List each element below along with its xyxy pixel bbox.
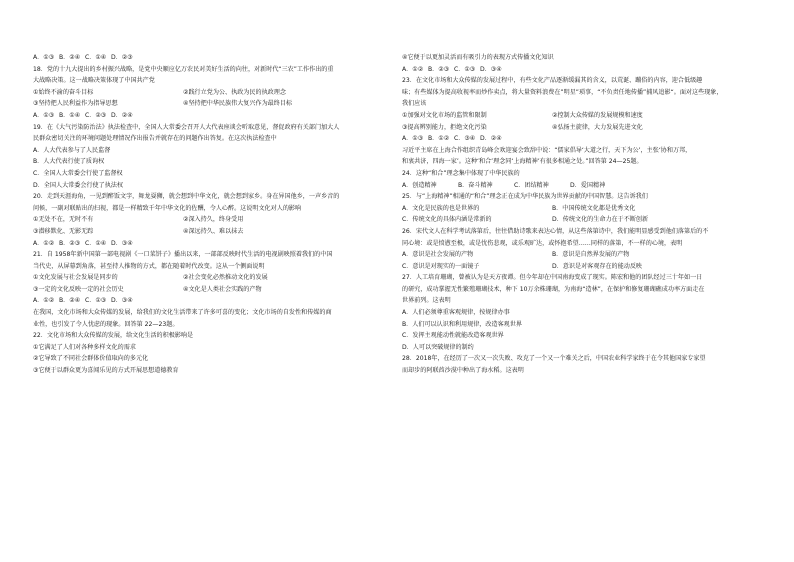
option-row	[402, 249, 762, 261]
text-line: 味；有些媒体为提高收视率而炒作卖点，将大量资料浪费在”明星”琐事，“不负责任地传播”捕风追影“。面对这些现象，	[402, 88, 723, 96]
text-line: 当代史，从屏幕到角落，甚至持人推物的方式，都在随着时代改变。这从一个侧面说明	[33, 262, 265, 270]
text-line: 27．人工培育珊瑚，曾被认为是天方夜谭。但今年却在中国南海变成了现实。陈宏和他的团队经过三十年如一日	[402, 274, 703, 282]
option-item: C．传统文化的具体内涵是常新的	[402, 216, 492, 224]
option-item: A．①②	[33, 239, 55, 247]
option-item: D．③④	[111, 297, 133, 305]
option-row	[33, 214, 392, 226]
option-item: B．奋斗精神	[458, 181, 493, 189]
option-row	[33, 238, 392, 250]
option-row	[33, 272, 392, 284]
option-item: B．②③	[59, 239, 81, 247]
text-line: 民群众密切关注的环境问题处理情况作出报告并就存在的问题作出答复。在这次执法检查中	[33, 135, 277, 143]
option-item: ③一定的文化反映一定的社会历史	[33, 285, 124, 293]
option-row	[402, 110, 762, 122]
option-item: D．爱国精神	[570, 181, 606, 189]
text-line: 问候，一副对联贴出的扫视，都是一样精致千年中华文化的佐酬，令人心醉。这说明文化对人的影响	[33, 204, 302, 212]
option-item: ②深入持久，终身受用	[183, 216, 244, 224]
text-line: ④它便于以更加灵活而有吸引力的表现方式传播文化知识	[402, 54, 554, 61]
text-line: 世界前列。这表明	[402, 297, 451, 305]
text-line: A．人大代表参与了人民监督	[33, 146, 111, 154]
text-line: 22．文化市场和大众传媒的发展，给文化生活的积极影响是	[33, 332, 194, 340]
text-line: ②它导致了不同社会群体价值取向的多元化	[33, 355, 149, 363]
text-line: 18．党的十九大提出的乡村振兴战略，是党中央顺应亿万农民对美好生活的向往，对新时代“三农”工作作出的重	[33, 65, 334, 73]
text-line: 大战略决策。这一战略决策体现了中国共产党	[33, 77, 155, 85]
option-item: D．③④	[111, 239, 133, 247]
option-item: C．意识是对现实的一面镜子	[402, 262, 480, 270]
text-line: 习近平主席在上海合作组织青岛峰会欢迎宴会致辞中说：“儒家倡导‘大道之行，天下为公’，主张‘协和万邦，	[402, 146, 692, 154]
option-item: B．中国传统文化都是优秀文化	[552, 204, 636, 212]
option-item: D．②④	[480, 135, 502, 143]
option-item: A．意识是社会发展的产物	[402, 251, 474, 259]
option-item: C．③④	[454, 135, 476, 143]
option-item: ②践行立党为公、执政为民的执政理念	[183, 88, 286, 96]
option-item: C．①④	[85, 239, 107, 247]
text-line: 我们应该	[402, 100, 427, 108]
option-item: D．③④	[480, 65, 502, 73]
text-line: C．全国人大常委会行使了监督权	[33, 169, 123, 177]
text-line: 在我国，文化市场和大众传媒的发展，给我们的文化生活带来了许多可喜的变化；文化市场的自发性和传媒的商	[33, 309, 332, 317]
option-item: ③潜移默化、无影无踪	[33, 227, 94, 235]
option-row	[402, 180, 762, 192]
text-line: 19．在《大气污染防治法》执法检查中，全国人大常委会召开人大代表座谈会听取意见，督促政府有关部门加大人	[33, 123, 340, 131]
option-item: A．①③	[33, 54, 55, 61]
option-item: B．②④	[59, 54, 81, 61]
option-item: ③坚持把人民利益作为指导思想	[33, 100, 118, 108]
option-item: C．①③	[85, 297, 107, 305]
right-column-content	[402, 0, 762, 377]
option-item: A．①②	[402, 65, 424, 73]
left-column-content	[33, 0, 392, 377]
option-item: ①加强对文化市场的监管和限制	[402, 111, 487, 119]
text-line: ③它便于以群众更为喜闻乐见的方式开展思想道德教育	[33, 367, 179, 375]
option-row	[33, 284, 392, 296]
option-item: ①无处不在，无时不有	[33, 216, 94, 224]
option-item: B．①④	[59, 111, 81, 119]
option-item: B．①②	[428, 135, 450, 143]
option-item: D．②③	[111, 54, 133, 61]
option-row	[33, 295, 392, 307]
option-row	[402, 64, 762, 76]
text-line: 21．自 1958年新中国第一部电视剧《一口菜饼子》播出以来，一部部反映时代生活的电视剧映照着我们的中国	[33, 251, 333, 259]
option-item: C．①④	[85, 54, 107, 61]
option-item: ②控制大众传媒的发展规模和速度	[552, 111, 643, 119]
left-column	[33, 0, 392, 562]
option-row	[402, 203, 762, 215]
option-item: ④文化是人类社会实践的产物	[183, 285, 262, 293]
option-item: C．团结精神	[514, 181, 549, 189]
option-item: D．意识是对客观存在的能动反映	[552, 262, 643, 270]
option-item: C．①③	[454, 65, 476, 73]
option-item: ④坚持把中华民族伟大复兴作为最终目标	[183, 100, 293, 108]
text-line: 26．宋代文人在科学考试落第后，往往借助诗歌来表达心情，从这些落第诗中，我们能明显感受到他们落第后的不	[402, 227, 709, 235]
option-item: A．①③	[402, 135, 424, 143]
text-line: 23．在文化市场和大众传媒的发展过程中，有些文化产品逐渐缓漏其的含义，以荒诞、蹦俗的内容，迎合低级趣	[402, 77, 703, 85]
text-line: 的研究，成功掌握无性繁殖珊瑚技术，种下 10万余株珊瑚，为南海“造林”，在保护和修复珊瑚礁成功率方面走在	[402, 285, 705, 293]
text-line: 24．这种“和合”理念集中体现了中华民族的	[402, 169, 520, 177]
option-item: D．传统文化的生命力在于不断创新	[552, 216, 649, 224]
text-line: D．全国人大常委会行使了执法权	[33, 181, 124, 189]
text-line: C．发挥主观能动性就能改造客观世界	[402, 332, 504, 340]
option-row	[33, 110, 392, 122]
option-row	[402, 214, 762, 226]
option-row	[33, 98, 392, 110]
option-row	[402, 133, 762, 145]
text-line: 和衷共济，四海一家’。这种‘和合’理念同‘上海精神’有很多相通之处。”回答第 24—25题。	[402, 158, 643, 166]
right-column	[402, 0, 762, 562]
text-line: 25．与“上海精神”相通的“和合”理念正在成为中华民族为世界贡献的中国智慧。这告诉我们	[402, 193, 648, 201]
option-item: ④弘扬主旋律，大力发展先进文化	[552, 123, 643, 131]
text-line: 20．走到天涯海角，一见到醉饭文字，舞龙耍狮，就会想到中华文化，就会想到家乡。身在异国他乡，一声乡音的	[33, 193, 340, 201]
text-line: 同心境：或是愤懑至极，或是忧伤悲观，或乐观旷达，或怀抱希望……同样的落第，不一样的心境，表明	[402, 239, 683, 247]
text-line: 业性，也引发了令人忧虑的现象。回答第 22—23题。	[33, 320, 179, 328]
option-item: D．②④	[111, 111, 133, 119]
option-item: ①文化发展与社会发展是同步的	[33, 274, 118, 282]
option-item: ③提高辨别能力，拒绝文化污染	[402, 123, 487, 131]
text-line: 28．2018年，在经历了一次又一次失败、攻克了一个又一个难关之后，中国农业科学家终于在令其他国家专家望	[402, 355, 706, 363]
option-row	[402, 122, 762, 134]
option-item: B．②③	[428, 65, 450, 73]
text-line: D．人可以突破规律的制约	[402, 343, 474, 351]
option-item: ②社会变化必然推动文化的发展	[183, 274, 268, 282]
option-row	[33, 52, 392, 64]
option-item: ①始终不渝的奋斗目标	[33, 88, 94, 96]
option-item: B．意识是自然界发展的产物	[552, 251, 630, 259]
option-row	[33, 87, 392, 99]
text-line: B．人大代表行使了质询权	[33, 158, 105, 166]
option-row	[33, 226, 392, 238]
option-row	[402, 261, 762, 273]
text-line: A．人们必须尊重客观规律，按规律办事	[402, 309, 510, 317]
option-item: ④深远持久、难以抹去	[183, 227, 244, 235]
option-item: A．文化是民族的也是世界的	[402, 204, 480, 212]
option-item: A．①②	[33, 297, 55, 305]
text-line: 而却步的阿联酋沙漠中种出了海水稻。这表明	[402, 367, 524, 375]
option-item: A．①③	[33, 111, 55, 119]
option-item: C．②③	[85, 111, 107, 119]
option-item: B．②④	[59, 297, 81, 305]
option-item: A．创造精神	[402, 181, 437, 189]
text-line: ①它满足了人们对各种多样文化的需求	[33, 343, 136, 351]
text-line: B．人们可以认识和利用规律，改造客观世界	[402, 320, 522, 328]
